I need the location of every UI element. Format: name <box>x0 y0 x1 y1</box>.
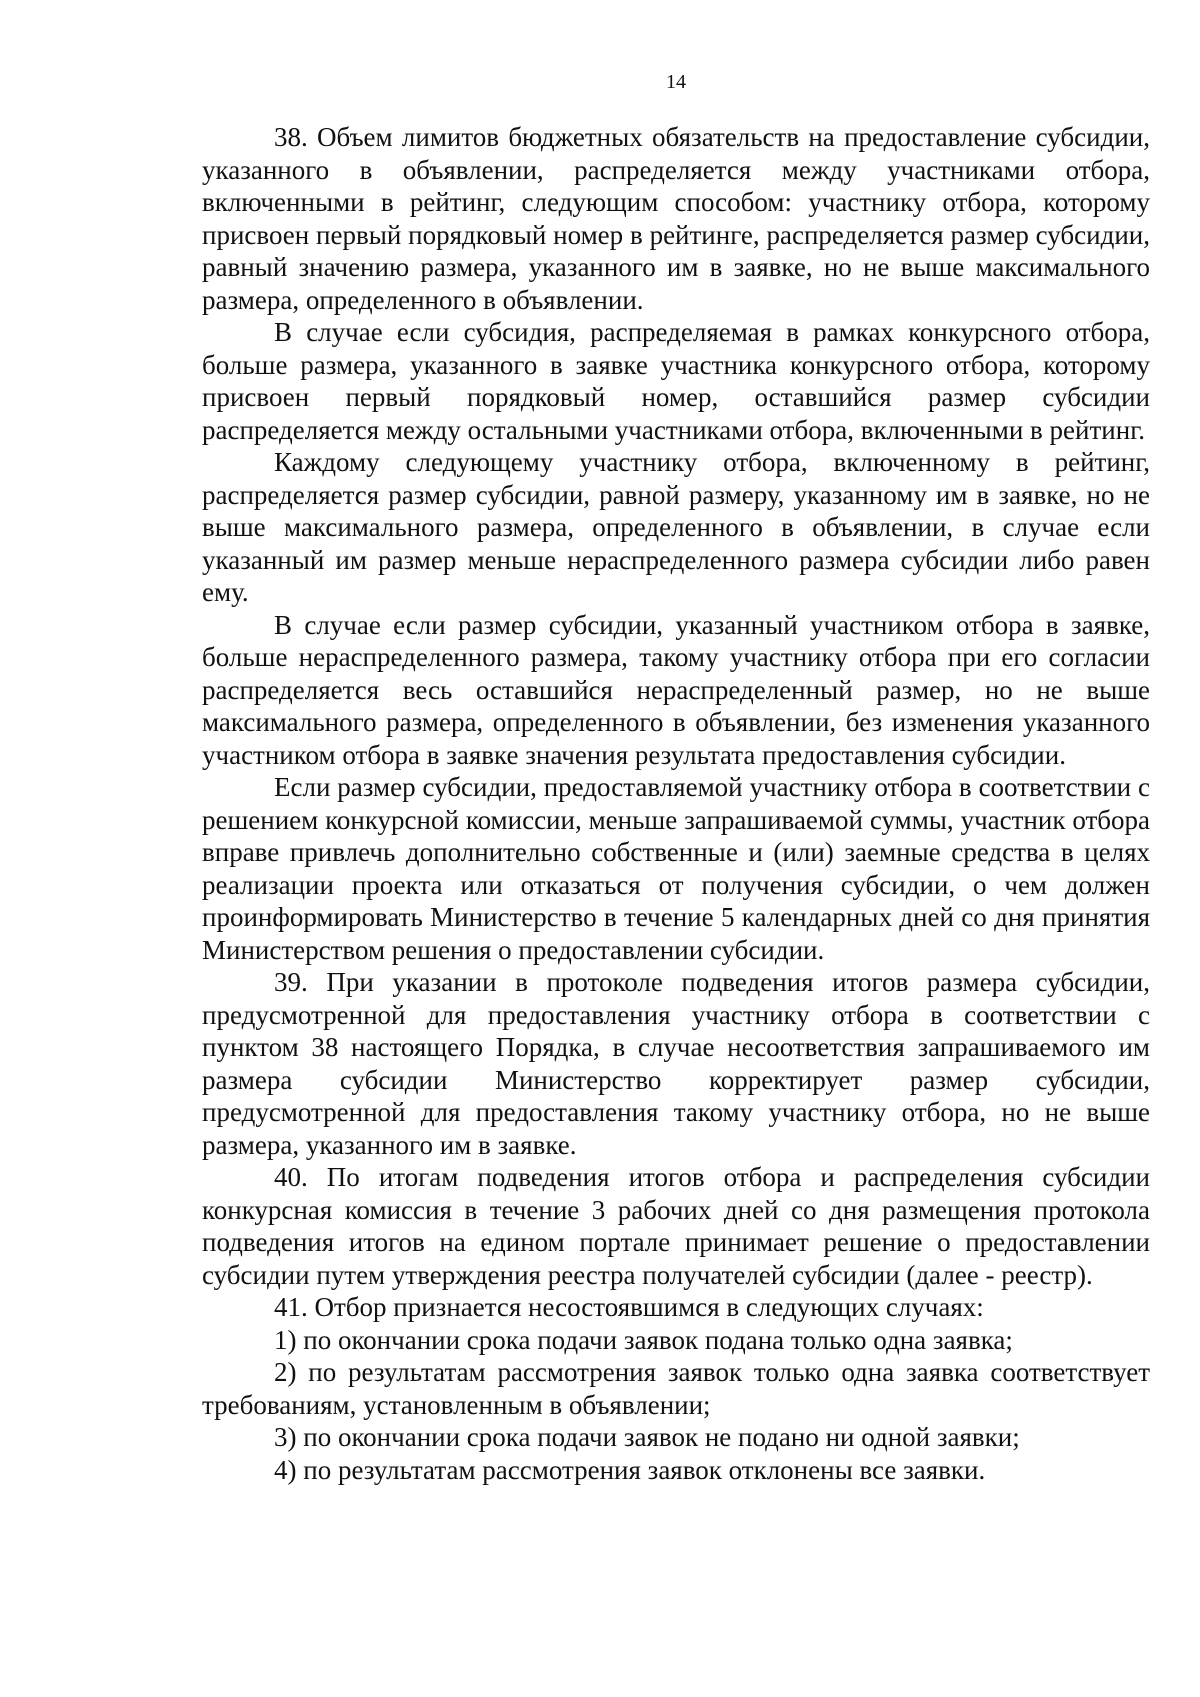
list-item-41-2: 2) по результатам рассмотрения заявок только одна заявка соответствует требованиям, установленным в объявлении; <box>202 1357 1150 1420</box>
paragraph-40: 40. По итогам подведения итогов отбора и распределения субсидии конкурсная комиссия в течение 3 рабочих дней со дня размещения протокола подведения итогов на едином портале принимает решение о предоставлении субсидии путем утверждения реестра получателей субсидии (далее - реестр). <box>202 1162 1150 1290</box>
paragraph-38-lower-amount: Если размер субсидии, предоставляемой участнику отбора в соответствии с решением конкурсной комиссии, меньше запрашиваемой суммы, участник отбора вправе привлечь дополнительно собственные и (или) заемные средства в целях реализации проекта или отказаться от получения субсидии, о чем должен проинформировать Министерство в течение 5 календарных дней со дня принятия Министерством решения о предоставлении субсидии. <box>202 772 1150 965</box>
paragraph-41: 41. Отбор признается несостоявшимся в следующих случаях: <box>274 1292 984 1322</box>
paragraph-38-remainder: В случае если субсидия, распределяемая в рамках конкурсного отбора, больше размера, указанного в заявке участника конкурсного отбора, которому присвоен первый порядковый номер, оставшийся размер субсидии распределяется между остальными участниками отбора, включенными в рейтинг. <box>202 317 1150 445</box>
list-item-41-4: 4) по результатам рассмотрения заявок отклонены все заявки. <box>274 1454 986 1485</box>
list-item-41-1: 1) по окончании срока подачи заявок подана только одна заявка; <box>274 1324 1013 1355</box>
document-body <box>202 121 1150 1486</box>
paragraph-38-next-participant: Каждому следующему участнику отбора, включенному в рейтинг, распределяется размер субсидии, равной размеру, указанному им в заявке, но не выше максимального размера, определенного в объявлении, в случае если указанный им размер меньше нераспределенного размера субсидии либо равен ему. <box>202 447 1150 607</box>
page-number: 14 <box>666 71 686 93</box>
list-item-41-3: 3) по окончании срока подачи заявок не подано ни одной заявки; <box>274 1422 1020 1452</box>
paragraph-38: 38. Объем лимитов бюджетных обязательств на предоставление субсидии, указанного в объявлении, распределяется между участниками отбора, включенными в рейтинг, следующим способом: участнику отбора, которому присвоен первый порядковый номер в рейтинге, распределяется размер субсидии, равный значению размера, указанного им в заявке, но не выше максимального размера, определенного в объявлении. <box>202 122 1150 315</box>
paragraph-38-excess-request: В случае если размер субсидии, указанный участником отбора в заявке, больше нераспределенного размера, такому участнику отбора при его согласии распределяется весь оставшийся нераспределенный размер, но не выше максимального размера, определенного в объявлении, без изменения указанного участником отбора в заявке значения результата предоставления субсидии. <box>202 609 1150 770</box>
paragraph-39: 39. При указании в протоколе подведения итогов размера субсидии, предусмотренной для предоставления участнику отбора в соответствии с пунктом 38 настоящего Порядка, в случае несоответствия запрашиваемого им размера субсидии Министерство корректирует размер субсидии, предусмотренной для предоставления такому участнику отбора, но не выше размера, указанного им в заявке. <box>202 967 1150 1160</box>
